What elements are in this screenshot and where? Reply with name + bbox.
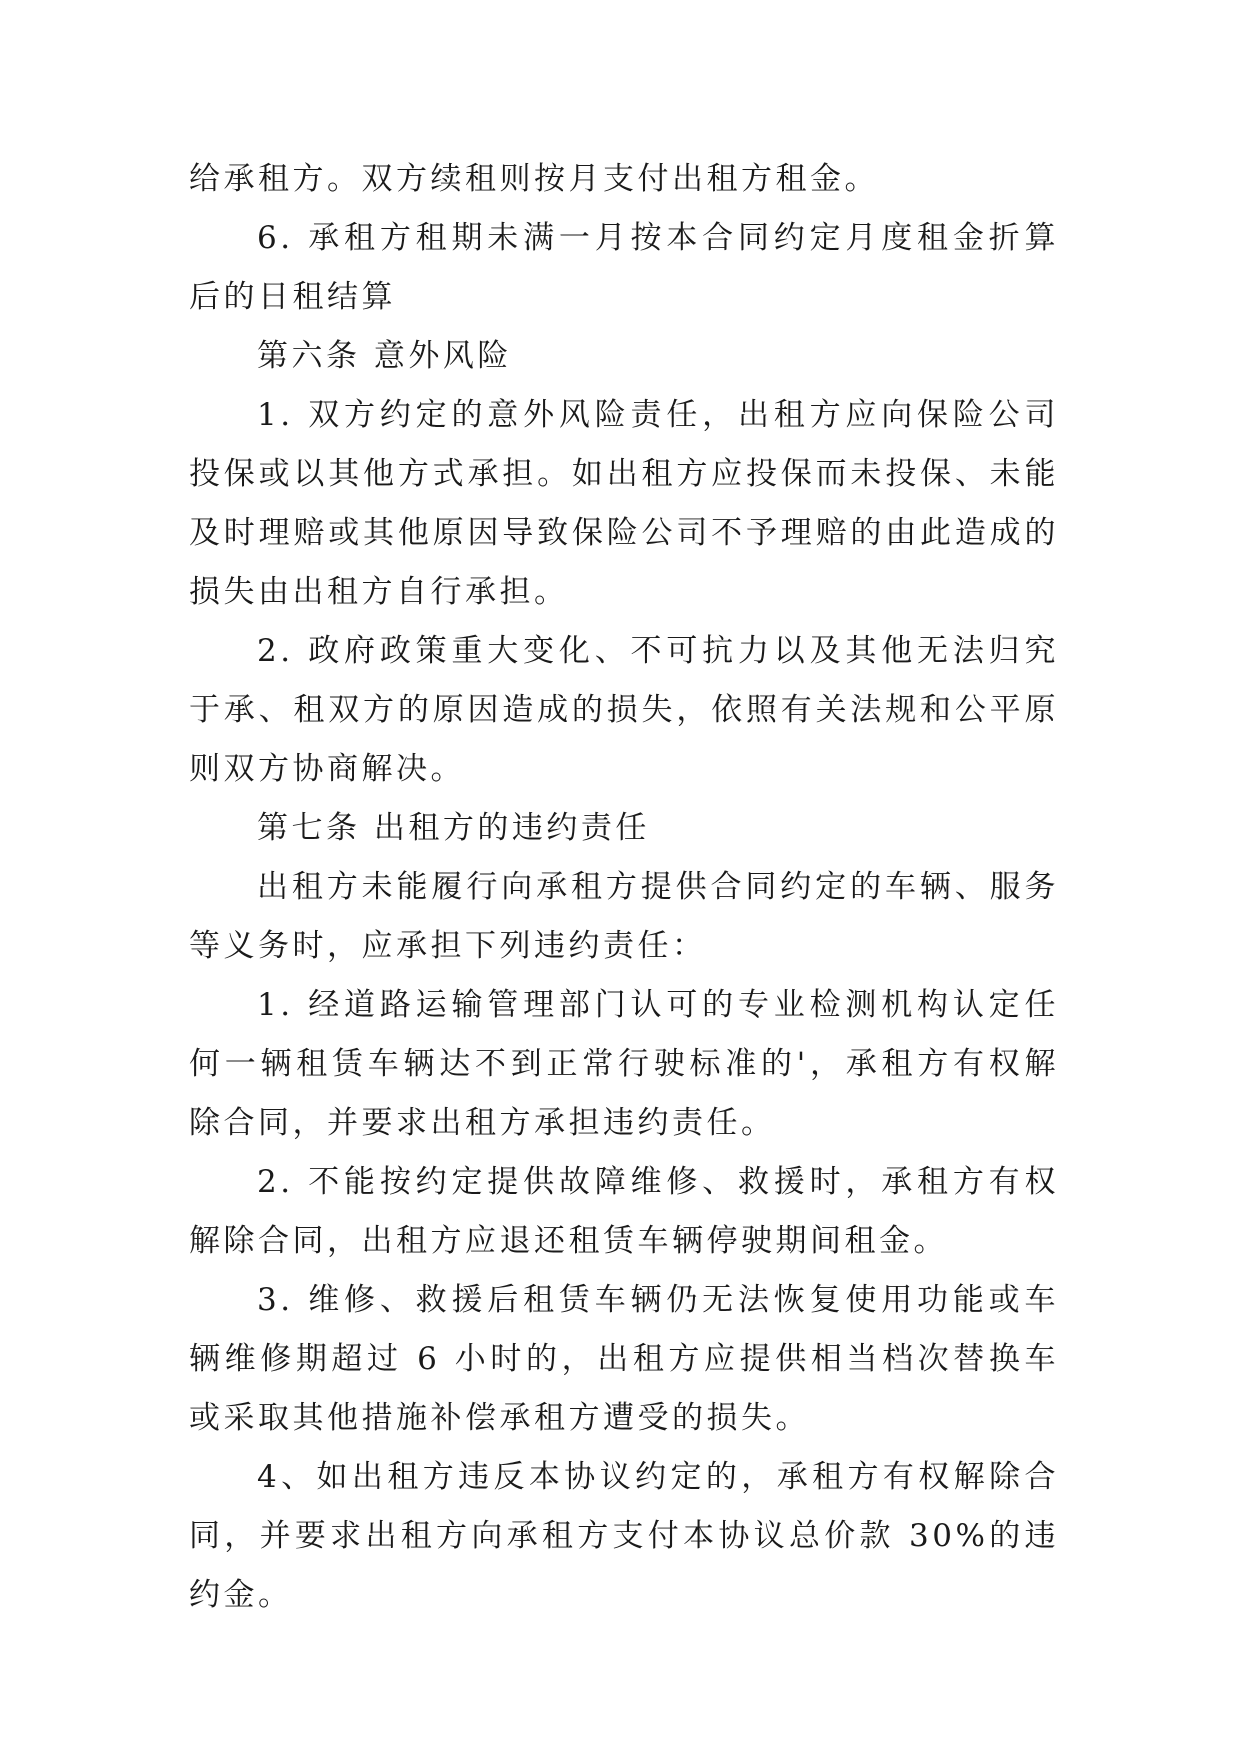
paragraph-article-6-item-2: 2. 政府政策重大变化、不可抗力以及其他无法归究于承、租双方的原因造成的损失，依照有关法规和公平原则双方协商解决。 [189, 633, 1059, 787]
paragraph-continuation: 给承租方。双方续租则按月支付出租方租金。 [189, 161, 879, 197]
paragraph-article-6-item-1: 1. 双方约定的意外风险责任，出租方应向保险公司投保或以其他方式承担。如出租方应投保而未投保、未能及时理赔或其他原因导致保险公司不予理赔的由此造成的损失由出租方自行承担。 [189, 397, 1059, 610]
paragraph-article-7-intro: 出租方未能履行向承租方提供合同约定的车辆、服务等义务时，应承担下列违约责任： [189, 869, 1059, 964]
document-body [189, 150, 1059, 1625]
section-heading-article-7: 第七条 出租方的违约责任 [257, 810, 650, 846]
paragraph-article-7-item-3: 3. 维修、救援后租赁车辆仍无法恢复使用功能或车辆维修期超过 6 小时的，出租方应提供相当档次替换车或采取其他措施补偿承租方遭受的损失。 [189, 1282, 1059, 1436]
paragraph-item-6: 6. 承租方租期未满一月按本合同约定月度租金折算后的日租结算 [189, 220, 1059, 315]
section-heading-article-6: 第六条 意外风险 [257, 338, 512, 374]
paragraph-article-7-item-4: 4、如出租方违反本协议约定的，承租方有权解除合同，并要求出租方向承租方支付本协议总价款 30%的违约金。 [189, 1459, 1059, 1613]
paragraph-article-7-item-1: 1. 经道路运输管理部门认可的专业检测机构认定任何一辆租赁车辆达不到正常行驶标准的'，承租方有权解除合同，并要求出租方承担违约责任。 [189, 987, 1059, 1141]
paragraph-article-7-item-2: 2. 不能按约定提供故障维修、救援时，承租方有权解除合同，出租方应退还租赁车辆停驶期间租金。 [189, 1164, 1059, 1259]
